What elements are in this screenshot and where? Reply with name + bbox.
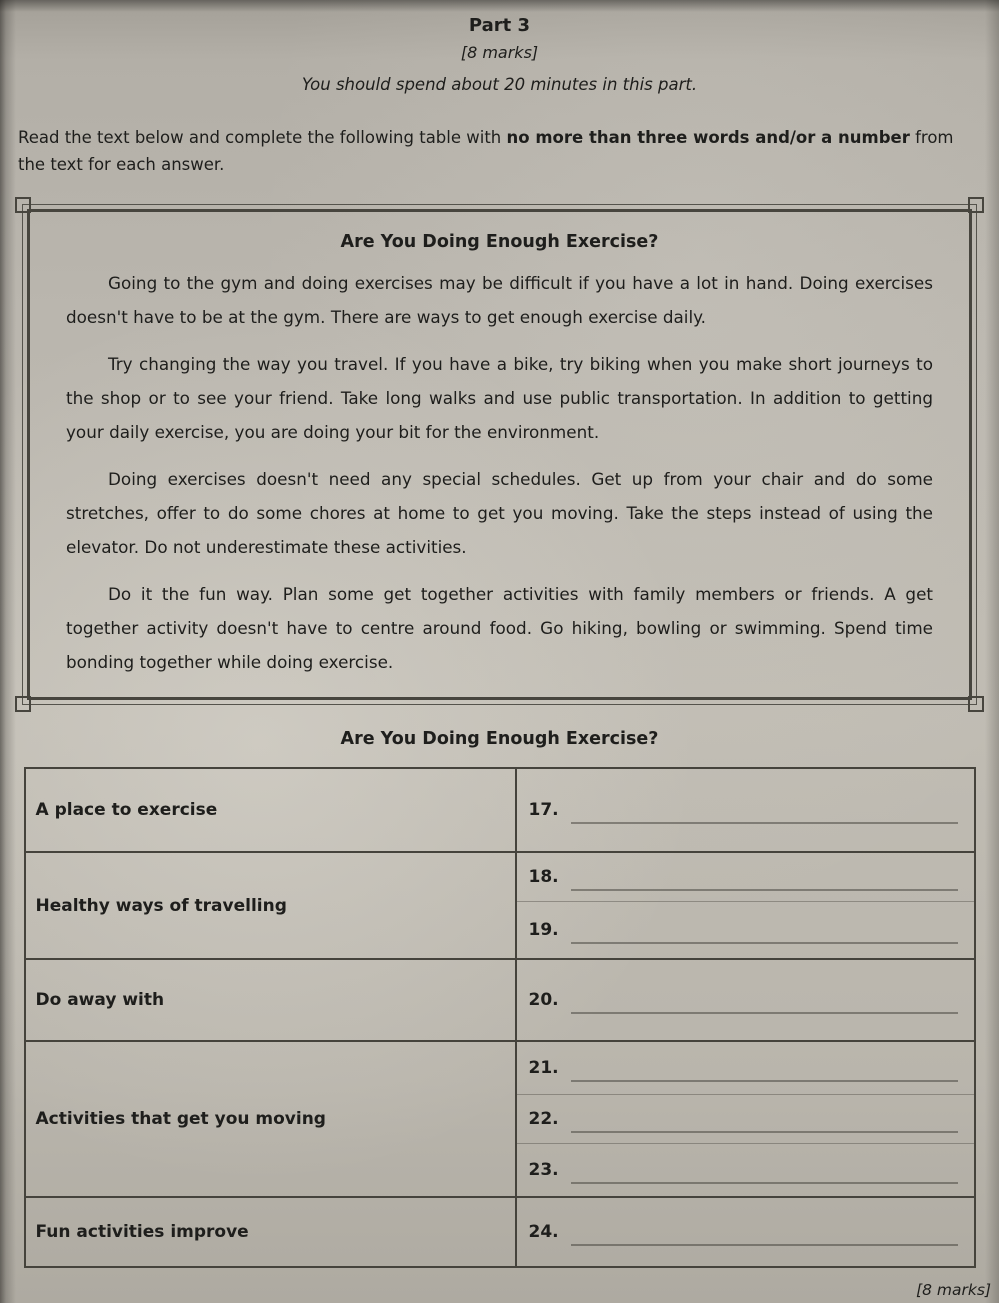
reading-passage-frame	[22, 204, 977, 705]
answer-number: 22.	[528, 1109, 559, 1129]
answer-cell	[516, 852, 975, 902]
table-row	[25, 768, 975, 852]
answer-number: 23.	[528, 1160, 559, 1180]
time-note: You should spend about 20 minutes in this part.	[301, 75, 698, 94]
answer-number: 17.	[528, 800, 559, 820]
answer-blank-line	[571, 1228, 958, 1246]
row-label: Do away with	[25, 959, 516, 1041]
answer-blank-line	[571, 926, 958, 944]
answer-cell	[516, 1041, 975, 1095]
answer-cell	[516, 902, 975, 960]
passage-body	[66, 266, 933, 679]
frame-corner-top-right-icon	[968, 197, 984, 213]
table-row	[25, 1197, 975, 1267]
table-row	[25, 852, 975, 902]
answer-cell	[516, 768, 975, 852]
answer-number: 20.	[528, 990, 559, 1010]
answer-cell	[516, 1095, 975, 1144]
answer-number: 18.	[528, 867, 559, 887]
answer-table-title: Are You Doing Enough Exercise?	[340, 729, 659, 749]
table-row	[25, 959, 975, 1041]
frame-corner-bottom-left-icon	[15, 696, 31, 712]
instruction-pre: Read the text below and complete the following table with	[18, 128, 507, 147]
footer-marks-note: [8 marks]	[916, 1281, 991, 1299]
part-title: Part 3	[468, 15, 531, 36]
row-label: Activities that get you moving	[25, 1041, 516, 1197]
instruction-text	[18, 124, 981, 178]
answer-number: 21.	[528, 1058, 559, 1078]
passage-paragraph: Try changing the way you travel. If you have a bike, try biking when you make short journeys to the shop or to see your friend. Take long walks and use public transportation. In addition to getting your daily exercise, you are doing your bit for the environment.	[66, 354, 933, 442]
answer-blank-line	[571, 806, 958, 824]
answer-blank-line	[571, 873, 958, 891]
answer-table	[24, 767, 976, 1268]
table-row	[25, 1041, 975, 1095]
answer-number: 24.	[528, 1222, 559, 1242]
answer-blank-line	[571, 996, 958, 1014]
answer-number: 19.	[528, 920, 559, 940]
row-label: Healthy ways of travelling	[25, 852, 516, 959]
marks-note: [8 marks]	[460, 43, 539, 62]
passage-title: Are You Doing Enough Exercise?	[340, 232, 659, 252]
answer-blank-line	[571, 1166, 958, 1184]
row-label: A place to exercise	[25, 768, 516, 852]
page-header	[0, 0, 999, 102]
answer-blank-line	[571, 1064, 958, 1082]
answer-blank-line	[571, 1115, 958, 1133]
answer-cell	[516, 959, 975, 1041]
passage-paragraph: Going to the gym and doing exercises may be difficult if you have a lot in hand. Doing exercises doesn't have to be at the gym. There are ways to get enough exercise daily.	[66, 273, 933, 327]
instruction-post: from the text for each answer.	[18, 128, 954, 174]
answer-cell	[516, 1144, 975, 1198]
reading-passage	[27, 209, 972, 700]
answer-cell	[516, 1197, 975, 1267]
passage-paragraph: Do it the fun way. Plan some get together activities with family members or friends. A get together activity doesn't have to centre around food. Go hiking, bowling or swimming. Spend time bonding together while doing exercise.	[66, 584, 933, 672]
frame-corner-bottom-right-icon	[968, 696, 984, 712]
frame-corner-top-left-icon	[15, 197, 31, 213]
instruction-bold: no more than three words and/or a number	[506, 128, 910, 147]
passage-paragraph: Doing exercises doesn't need any special schedules. Get up from your chair and do some stretches, offer to do some chores at home to get you moving. Take the steps instead of using the elevator. Do not underestimate these activities.	[66, 469, 933, 557]
row-label: Fun activities improve	[25, 1197, 516, 1267]
